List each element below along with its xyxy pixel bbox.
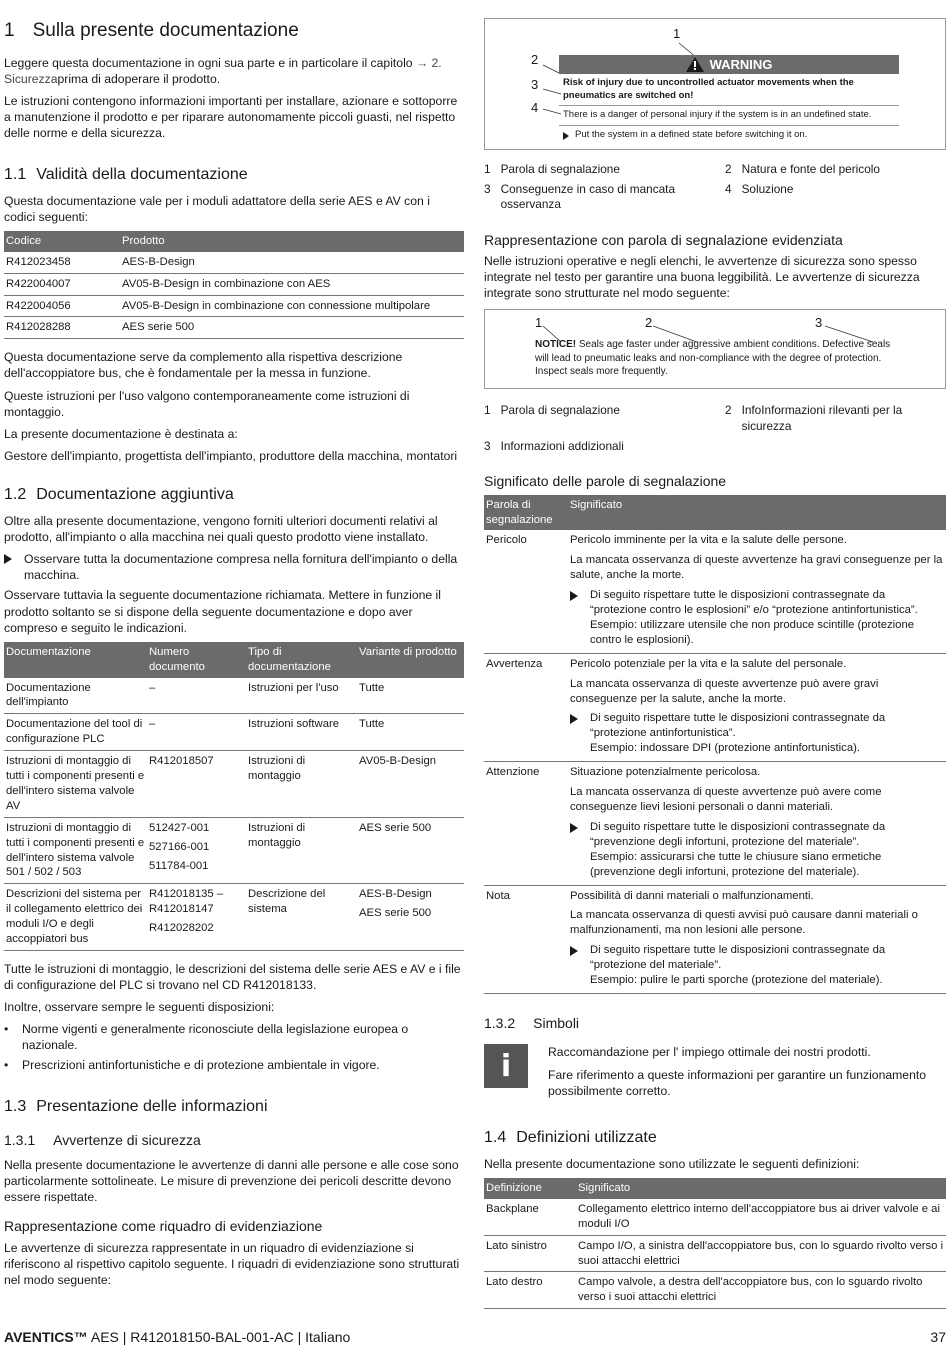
- legend: [484, 403, 946, 454]
- doc-number-cell: [147, 714, 246, 751]
- definition: Possibilità di danni materiali o malfunzionamenti.: [570, 889, 814, 902]
- table-row: [4, 678, 464, 714]
- legend-number: 4: [725, 181, 732, 196]
- list-item-text: Norme vigenti e generalmente riconosciute della legislazione europea o nazionale.: [22, 1022, 409, 1053]
- instruction-step: [570, 820, 944, 850]
- legend-text: Informazioni addizionali: [500, 438, 624, 453]
- warning-header: [559, 55, 899, 74]
- doc-type-cell: Istruzioni software: [246, 714, 357, 751]
- variant-cell: [357, 884, 464, 951]
- legend-number: 2: [725, 162, 732, 176]
- consequence: La mancata osservanza di queste avvertenze può avere gravi conseguenze per la salute, anche la morte.: [570, 677, 879, 705]
- definition: Pericolo potenziale per la vita e la salute del personale.: [570, 657, 847, 670]
- signal-word-cell: Attenzione: [484, 762, 568, 885]
- doc-number-cell: [147, 884, 246, 951]
- section-title: Presentazione delle informazioni: [36, 1097, 268, 1115]
- info-icon: i: [484, 1044, 528, 1088]
- column-header: Tipo di documentazione: [246, 642, 357, 678]
- definition: Situazione potenzialmente pericolosa.: [570, 766, 761, 779]
- section-1-3-2-heading: [484, 1014, 946, 1032]
- section-1-2-heading: [4, 484, 464, 505]
- instruction-step: [570, 588, 944, 618]
- paragraph: Tutte le istruzioni di montaggio, le descrizioni del sistema delle serie AES e AV e i file di configurazione del PLC si trovano nel CD R412018133.: [4, 962, 461, 993]
- signal-word: NOTICE!: [535, 339, 577, 351]
- subheading: Rappresentazione come riquadro di evidenziazione: [4, 1218, 323, 1235]
- legend-item: [725, 162, 946, 178]
- term-cell: Lato sinistro: [484, 1235, 576, 1272]
- page-footer: [4, 1328, 946, 1346]
- legend-item: [484, 182, 705, 213]
- warning-box: [559, 55, 899, 147]
- table-row: [484, 885, 946, 993]
- paragraph: Le avvertenze di sicurezza rappresentate in un riquadro di evidenziazione si riferiscono al rispettivo capitolo seguente. I riquadri di evidenziazione sono strutturati nel modo seguente:: [4, 1240, 460, 1288]
- paragraph: Raccomandazione per l' impiego ottimale dei nostri prodotti.: [548, 1045, 871, 1060]
- list-item-text: Prescrizioni antinfortunistiche e di protezione ambientale in vigore.: [22, 1058, 380, 1073]
- dot-bullet-icon: •: [4, 1058, 9, 1073]
- legend: [484, 162, 946, 213]
- table-row: [4, 884, 464, 951]
- signal-word: WARNING: [709, 57, 773, 72]
- meaning-cell: [568, 653, 946, 761]
- notice-text: [535, 338, 905, 378]
- column-header: Significato: [576, 1178, 946, 1199]
- paragraph: Nella presente documentazione sono utilizzate le seguenti definizioni:: [484, 1156, 860, 1171]
- consequence: La mancata osservanza di queste avvertenze ha gravi conseguenze per la salute, anche la morte.: [570, 554, 943, 582]
- signal-word-cell: Avvertenza: [484, 653, 568, 761]
- paragraph: Osservare tuttavia la seguente documentazione richiamata. Mettere in funzione il prodotto soltanto se si dispone della seguente documentazione e dopo aver compreso e seguito le indicazioni.: [4, 588, 441, 635]
- list-item: [4, 1057, 464, 1073]
- doc-number-cell: [147, 751, 246, 818]
- brand-name: AVENTICS™: [4, 1329, 88, 1345]
- left-column: [4, 18, 464, 1294]
- variant: Tutte: [359, 718, 385, 731]
- signal-words-table: [484, 495, 946, 994]
- step-text: Osservare tutta la documentazione compresa nella fornitura dell'impianto o della macchina.: [24, 552, 458, 583]
- column-header: Codice: [4, 231, 120, 252]
- paragraph: Gestore dell'impianto, progettista dell'impianto, produttore della macchina, montatori: [4, 448, 458, 463]
- legend-text: Parola di segnalazione: [500, 162, 620, 176]
- subheading: Significato delle parole di segnalazione: [484, 473, 727, 490]
- remedy-text: [559, 126, 899, 148]
- column-header: Parola di segnalazione: [484, 495, 568, 531]
- section-number: 1.4: [484, 1128, 507, 1146]
- table-row: [4, 817, 464, 884]
- callout-number: 3: [815, 315, 823, 331]
- example: Esempio: pulire le parti sporche (protezione del materiale).: [590, 974, 883, 987]
- column-header: Prodotto: [120, 231, 464, 252]
- callout-number: 4: [531, 100, 539, 115]
- table-row: [4, 273, 464, 295]
- subheading: Rappresentazione con parola di segnalazione evidenziata: [484, 231, 843, 248]
- section-number: 1.3.1: [4, 1131, 36, 1148]
- variant-cell: [357, 714, 464, 751]
- paragraph: Questa documentazione serve da complemento alla rispettiva descrizione dell'accoppiatore bus, che è fondamentale per la messa in funzione.: [4, 350, 403, 381]
- legend-number: 3: [484, 438, 491, 453]
- paragraph: Questa documentazione vale per i moduli adattatore della serie AES e AV con i codici seguenti:: [4, 193, 430, 224]
- definition-cell: Campo valvole, a destra dell'accoppiatore bus, con lo sguardo rivolto verso i suoi attacchi elettrici: [576, 1272, 946, 1309]
- paragraph: Nella presente documentazione le avvertenze di danni alle persone e alle cose sono particolarmente sottolineate. Le misure di prevenzione dei pericoli descritte devono essere rispettate.: [4, 1158, 459, 1205]
- legend-number: 1: [484, 162, 491, 176]
- doc-cell: Documentazione dell'impianto: [4, 678, 147, 714]
- meaning-cell: [568, 885, 946, 993]
- legend-text: Conseguenze in caso di mancata osservanza: [500, 181, 676, 212]
- section-title: Documentazione aggiuntiva: [36, 485, 234, 503]
- table-row: [4, 252, 464, 273]
- paragraph: [4, 55, 464, 87]
- paragraph: Inoltre, osservare sempre le seguenti disposizioni:: [4, 1000, 275, 1015]
- table-row: [484, 653, 946, 761]
- triangle-bullet-icon: [570, 943, 582, 973]
- doc-cell: Descrizioni del sistema per il collegamento elettrico dei moduli I/O e degli accoppiatori bus: [4, 884, 147, 951]
- text: prima di adoperare il prodotto.: [57, 72, 221, 87]
- code-cell: R422004007: [4, 273, 120, 295]
- definition-cell: Collegamento elettrico interno dell'accoppiatore bus ai driver valvole e ai moduli I/O: [576, 1199, 946, 1235]
- section-title: Definizioni utilizzate: [516, 1128, 657, 1146]
- variant: Tutte: [359, 681, 385, 694]
- section-number: 1.1: [4, 165, 27, 183]
- legend-number: 2: [725, 403, 732, 418]
- doc-number: R412018507: [149, 755, 214, 768]
- step-text: Di seguito rispettare tutte le disposizioni contrassegnate da “prevenzione degli infortuni, protezione del materiale”.: [590, 820, 886, 848]
- table-row: [4, 317, 464, 339]
- consequence-text: There is a danger of personal injury if the system is in an undefined state.: [559, 106, 899, 126]
- legend-item: [484, 162, 705, 178]
- signal-word-cell: Nota: [484, 885, 568, 993]
- example: Esempio: utilizzare utensile che non produce scintille (protezione contro le esplosioni).: [590, 618, 915, 646]
- doc-type-cell: Istruzioni di montaggio: [246, 817, 357, 884]
- product-cell: AES-B-Design: [120, 252, 464, 273]
- meaning-cell: [568, 762, 946, 885]
- paragraph: La presente documentazione è destinata a:: [4, 426, 238, 441]
- paragraph: Le istruzioni contengono informazioni importanti per installare, azionare e sottoporre a manutenzione il prodotto e per riparare autonomamente piccoli guasti, nel rispetto delle norme e della sicurezza.: [4, 94, 458, 141]
- warning-example-figure: [484, 18, 946, 150]
- callout-number: 1: [535, 315, 543, 331]
- example: Esempio: indossare DPI (protezione antinfortunistica).: [590, 742, 861, 755]
- hazard-text: Risk of injury due to uncontrolled actuator movements when the pneumatics are switched on!: [559, 74, 899, 106]
- step-text: Di seguito rispettare tutte le disposizioni contrassegnate da “protezione antinfortunistica”.: [590, 712, 886, 740]
- column-header: Numero documento: [147, 642, 246, 678]
- callout-number: 1: [673, 26, 681, 41]
- triangle-bullet-icon: [570, 820, 582, 850]
- additional-docs-table: [4, 642, 464, 951]
- legend-text: InfoInformazioni rilevanti per la sicurezza: [741, 403, 903, 433]
- section-1-3-1-heading: [4, 1131, 464, 1149]
- doc-cell: Documentazione del tool di configurazione PLC: [4, 714, 147, 751]
- product-cell: AES serie 500: [120, 317, 464, 339]
- doc-number: 527166-001: [149, 840, 210, 853]
- variant: AES serie 500: [359, 821, 432, 834]
- legend-text: Parola di segnalazione: [500, 403, 620, 418]
- callout-number: 2: [531, 52, 539, 67]
- variant: AES serie 500: [359, 907, 432, 920]
- consequence: La mancata osservanza di questi avvisi può causare danni materiali o malfunzionamenti, ma non lesioni alle persone.: [570, 909, 918, 937]
- info-symbol-row: [484, 1044, 946, 1104]
- section-number: 1: [4, 20, 15, 41]
- signal-word-cell: Pericolo: [484, 530, 568, 653]
- section-1-4-heading: [484, 1127, 946, 1148]
- paragraph: Oltre alla presente documentazione, vengono forniti ulteriori documenti relativi al prodotto, all'impianto o alla macchina nei quali questo prodotto viene installato.: [4, 514, 438, 545]
- section-title: Avvertenze di sicurezza: [53, 1131, 201, 1148]
- column-header: Significato: [568, 495, 946, 531]
- section-1-3-heading: [4, 1096, 464, 1117]
- doc-type-cell: Istruzioni di montaggio: [246, 751, 357, 818]
- doc-number: –: [149, 718, 156, 731]
- example: Esempio: assicurarsi che tutte le chiusure siano ermetiche (prevenzione degli infortuni, protezione del materiale).: [590, 850, 882, 878]
- info-text: [548, 1044, 946, 1104]
- variant: AV05-B-Design: [359, 755, 437, 768]
- page-number: 37: [930, 1329, 946, 1345]
- embedded-notice-figure: [484, 309, 946, 389]
- section-number: 1.2: [4, 485, 27, 503]
- instruction-step: [570, 711, 944, 741]
- dot-bullet-icon: •: [4, 1022, 9, 1037]
- doc-number: 511784-001: [149, 859, 209, 872]
- triangle-bullet-icon: [570, 711, 582, 741]
- doc-cell: Istruzioni di montaggio di tutti i componenti presenti e dell'intero sistema valvole 501 / 502 / 503: [4, 817, 147, 884]
- footer-document-id: [4, 1328, 350, 1346]
- legend-text: Soluzione: [741, 181, 794, 196]
- column-header: Documentazione: [4, 642, 147, 678]
- variant-cell: [357, 678, 464, 714]
- right-column: [484, 18, 946, 1319]
- variant-cell: [357, 751, 464, 818]
- table-row: [484, 1199, 946, 1235]
- paragraph: Nelle istruzioni operative e negli elenchi, le avvertenze di sicurezza sono spesso integrate nel testo per garantire una buona leggibilità. Le avvertenze di sicurezza integrate sono strutturate nel modo seguente:: [484, 254, 920, 301]
- callout-number: 2: [645, 315, 653, 331]
- text: Put the system in a defined state before switching it on.: [575, 128, 808, 140]
- definitions-table: [484, 1178, 946, 1309]
- section-number: 1.3.2: [484, 1014, 516, 1031]
- doc-number: R412028202: [149, 922, 214, 935]
- legend-item: [725, 403, 946, 434]
- legend-number: 3: [484, 181, 491, 196]
- code-cell: R422004056: [4, 295, 120, 317]
- meaning-cell: [568, 530, 946, 653]
- paragraph: Fare riferimento a queste informazioni per garantire un funzionamento possibilmente corretto.: [548, 1067, 927, 1098]
- doc-number: R412018135 – R412018147: [149, 888, 224, 916]
- doc-number: 512427-001: [149, 821, 210, 834]
- table-row: [4, 714, 464, 751]
- doc-number: –: [149, 681, 156, 694]
- definition-cell: Campo I/O, a sinistra dell'accoppiatore bus, con lo sguardo rivolto verso i suoi attacchi elettrici: [576, 1235, 946, 1272]
- triangle-bullet-icon: [570, 588, 582, 618]
- product-code-table: [4, 231, 464, 340]
- warning-triangle-icon: [686, 57, 704, 72]
- section-title: Sulla presente documentazione: [32, 20, 299, 41]
- term-cell: Backplane: [484, 1199, 576, 1235]
- callout-number: 3: [531, 77, 539, 92]
- instruction-step: [4, 551, 464, 583]
- text: Seals age faster under aggressive ambient conditions. Defective seals will lead to pneumatic leaks and non-compliance with the degree of protection. Inspect seals more frequently.: [535, 339, 891, 377]
- column-header: Definizione: [484, 1178, 576, 1199]
- doc-cell: Istruzioni di montaggio di tutti i componenti presenti e dell'intero sistema valvole AV: [4, 751, 147, 818]
- definition: Pericolo imminente per la vita e la salute delle persone.: [570, 534, 847, 547]
- legend-item: [725, 182, 946, 213]
- step-text: Di seguito rispettare tutte le disposizioni contrassegnate da “protezione contro le esplosioni” e/o “protezione antinfortunistica”.: [590, 589, 918, 617]
- variant-cell: [357, 817, 464, 884]
- section-number: 1.3: [4, 1097, 27, 1115]
- section-title: Simboli: [533, 1014, 580, 1031]
- legend-item: [484, 439, 705, 455]
- legend-item: [484, 403, 705, 434]
- triangle-bullet-icon: [4, 551, 16, 583]
- table-row: [484, 1272, 946, 1309]
- triangle-bullet-icon: [563, 129, 569, 145]
- column-header: Variante di prodotto: [357, 642, 464, 678]
- doc-number-cell: [147, 678, 246, 714]
- table-row: [4, 295, 464, 317]
- section-title: Validità della documentazione: [36, 165, 248, 183]
- text: Leggere questa documentazione in ogni sua parte e in particolare il capitolo: [4, 56, 413, 71]
- table-row: [484, 1235, 946, 1272]
- list-item: [4, 1021, 464, 1053]
- consequence: La mancata osservanza di queste avvertenze può avere come conseguenze lievi lesioni personali o danni materiali.: [570, 786, 882, 813]
- doc-number-cell: [147, 817, 246, 884]
- paragraph: Queste istruzioni per l'uso valgono contemporaneamente come istruzioni di montaggio.: [4, 388, 410, 419]
- table-row: [4, 751, 464, 818]
- text: AES | R412018150-BAL-001-AC | Italiano: [87, 1329, 351, 1345]
- instruction-step: [570, 943, 944, 973]
- doc-type-cell: Istruzioni per l'uso: [246, 678, 357, 714]
- section-1-1-heading: [4, 164, 464, 185]
- cross-reference-link[interactable]: → 2. Sicurezza: [4, 56, 442, 87]
- table-row: [484, 530, 946, 653]
- variant: AES-B-Design: [359, 888, 432, 901]
- section-1-heading: [4, 18, 464, 43]
- term-cell: Lato destro: [484, 1272, 576, 1309]
- code-cell: R412023458: [4, 252, 120, 273]
- product-cell: AV05-B-Design in combinazione con AES: [120, 273, 464, 295]
- product-cell: AV05-B-Design in combinazione con connessione multipolare: [120, 295, 464, 317]
- table-row: [484, 762, 946, 885]
- legend-text: Natura e fonte del pericolo: [741, 162, 880, 176]
- legend-number: 1: [484, 403, 491, 418]
- code-cell: R412028288: [4, 317, 120, 339]
- step-text: Di seguito rispettare tutte le disposizioni contrassegnate da “protezione del materiale”.: [590, 944, 886, 972]
- doc-type-cell: Descrizione del sistema: [246, 884, 357, 951]
